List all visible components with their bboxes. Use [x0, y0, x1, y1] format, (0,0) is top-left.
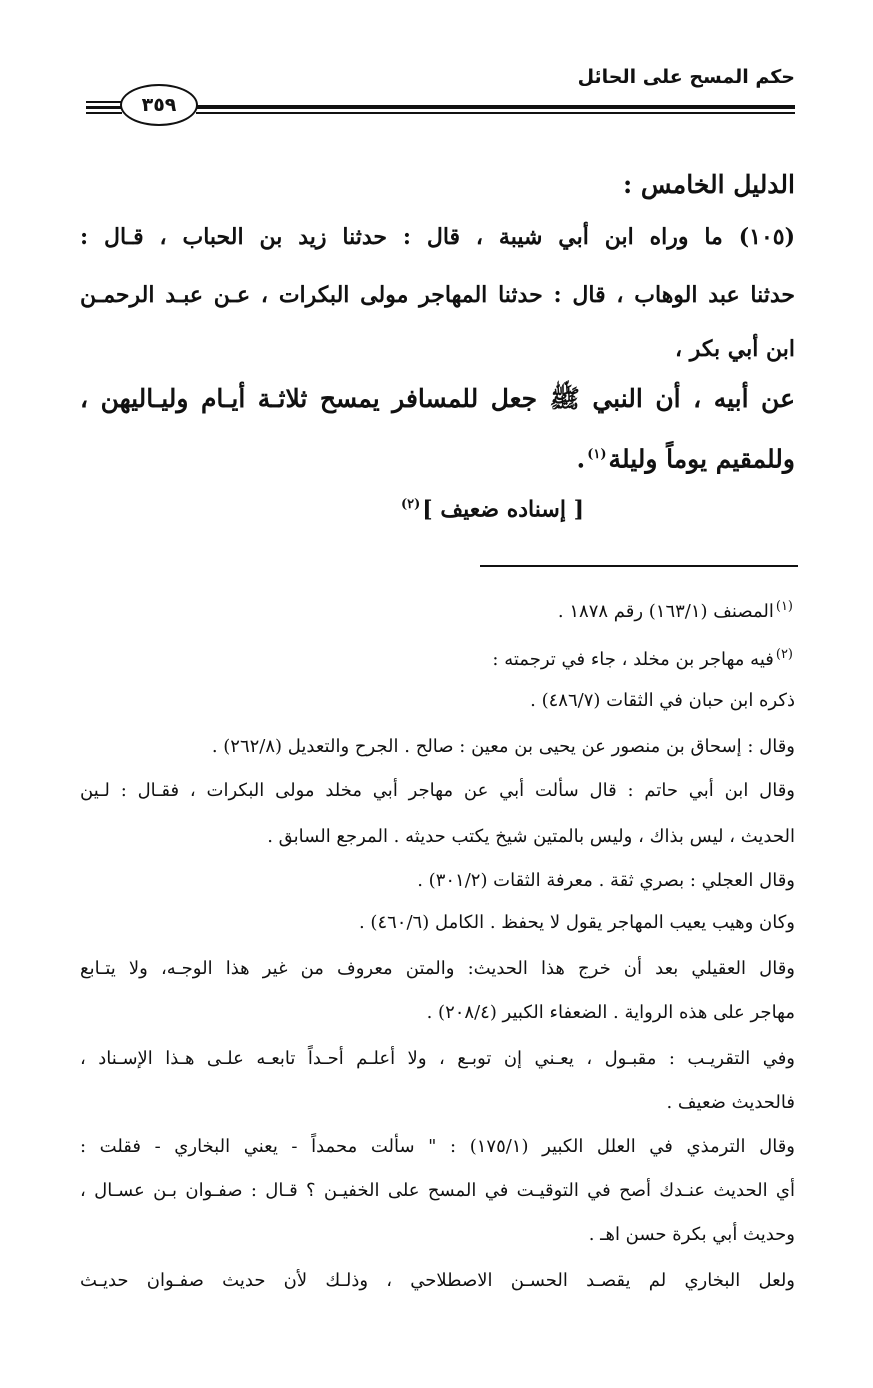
- header-rule-thin: [196, 112, 795, 114]
- hadith-text-segment: وللمقيم يوماً وليلة: [608, 444, 795, 474]
- header-rule-left: [86, 101, 122, 103]
- footnote-marker: (١): [775, 599, 793, 614]
- footnote-separator: [480, 565, 798, 567]
- hadith-text: [80, 440, 795, 474]
- header-rule-left: [86, 112, 122, 114]
- footnote-line: وفي التقريـب : مقبـول ، يعـني إن توبـع ، ولا أعلـم أحـداً تابعـه علـى هـذا الإسـناد ،: [80, 1048, 795, 1069]
- hadith-text: عن أبيه ، أن النبي ﷺ جعل للمسافر يمسح ثلاثـة أيـام وليـاليهن ،: [80, 384, 795, 413]
- footnote-line: فالحديث ضعيف .: [666, 1092, 795, 1113]
- isnad-verdict: [0, 490, 873, 524]
- footnote-line: وكان وهيب يعيب المهاجر يقول لا يحفظ . الكامل (٤٦٠/٦) .: [358, 912, 795, 933]
- footnote-line: وقال العقيلي بعد أن خرج هذا الحديث: والمتن معروف من غير هذا الوجـه، ولا يتـابع: [80, 958, 795, 979]
- footnote-line: وقال ابن أبي حاتم : قال سألت أبي عن مهاجر أبي مخلد مولى البكرات ، فقـال : لـين: [80, 780, 795, 801]
- footnote-line: وقال الترمذي في العلل الكبير (١٧٥/١) : " سألت محمداً - يعني البخاري - فقلت :: [80, 1136, 795, 1157]
- footnote-text: فيه مهاجر بن مخلد ، جاء في ترجمته :: [492, 649, 774, 670]
- footnote-ref: (١): [587, 447, 607, 462]
- body-line: ابن أبي بكر ،: [674, 336, 795, 362]
- section-heading: الدليل الخامس :: [623, 170, 795, 199]
- footnote-line: وقال : إسحاق بن منصور عن يحيى بن معين : صالح . الجرح والتعديل (٢٦٢/٨) .: [211, 736, 795, 757]
- footnote-line: وقال العجلي : بصري ثقة . معرفة الثقات (٣٠١/٢) .: [417, 870, 795, 891]
- hadith-text-end: .: [576, 444, 586, 474]
- footnote-marker: (٢): [775, 647, 793, 662]
- footnote-line: ذكره ابن حبان في الثقات (٤٨٦/٧) .: [530, 690, 795, 711]
- footnote-text: المصنف (١٦٣/١) رقم ١٨٧٨ .: [557, 601, 774, 622]
- verdict-text: [ إسناده ضعيف ]: [422, 496, 584, 523]
- body-line: (١٠٥) ما وراه ابن أبي شيبة ، قال : حدثنا زيد بن الحباب ، قـال :: [80, 224, 796, 250]
- page-number: ٣٥٩: [141, 94, 177, 116]
- footnote-1: [80, 594, 795, 625]
- header-rule-thick: [196, 105, 795, 109]
- footnote-ref: (٢): [400, 497, 421, 512]
- footnote-line: أي الحديث عنـدك أصح في التوقيـت في المسح على الخفيـن ؟ قـال : صفـوان بـن عسـال ،: [80, 1180, 795, 1201]
- footnote-2: [80, 642, 795, 673]
- footnote-line: مهاجر على هذه الرواية . الضعفاء الكبير (٢٠٨/٤) .: [426, 1002, 795, 1023]
- footnote-line: ولعل البخاري لم يقصـد الحسـن الاصطلاحي ، وذلـك لأن حديث صفـوان حديـث: [80, 1270, 795, 1291]
- body-line: حدثنا عبد الوهاب ، قال : حدثنا المهاجر مولى البكرات ، عـن عبـد الرحمـن: [80, 282, 795, 308]
- running-header-title: حكم المسح على الحائل: [577, 66, 795, 88]
- footnote-line: الحديث ، ليس بذاك ، وليس بالمتين شيخ يكتب حديثه . المرجع السابق .: [267, 826, 795, 847]
- page-number-badge: [120, 84, 198, 126]
- header-rule-left: [86, 106, 122, 109]
- footnote-line: وحديث أبي بكرة حسن اهـ .: [588, 1224, 795, 1245]
